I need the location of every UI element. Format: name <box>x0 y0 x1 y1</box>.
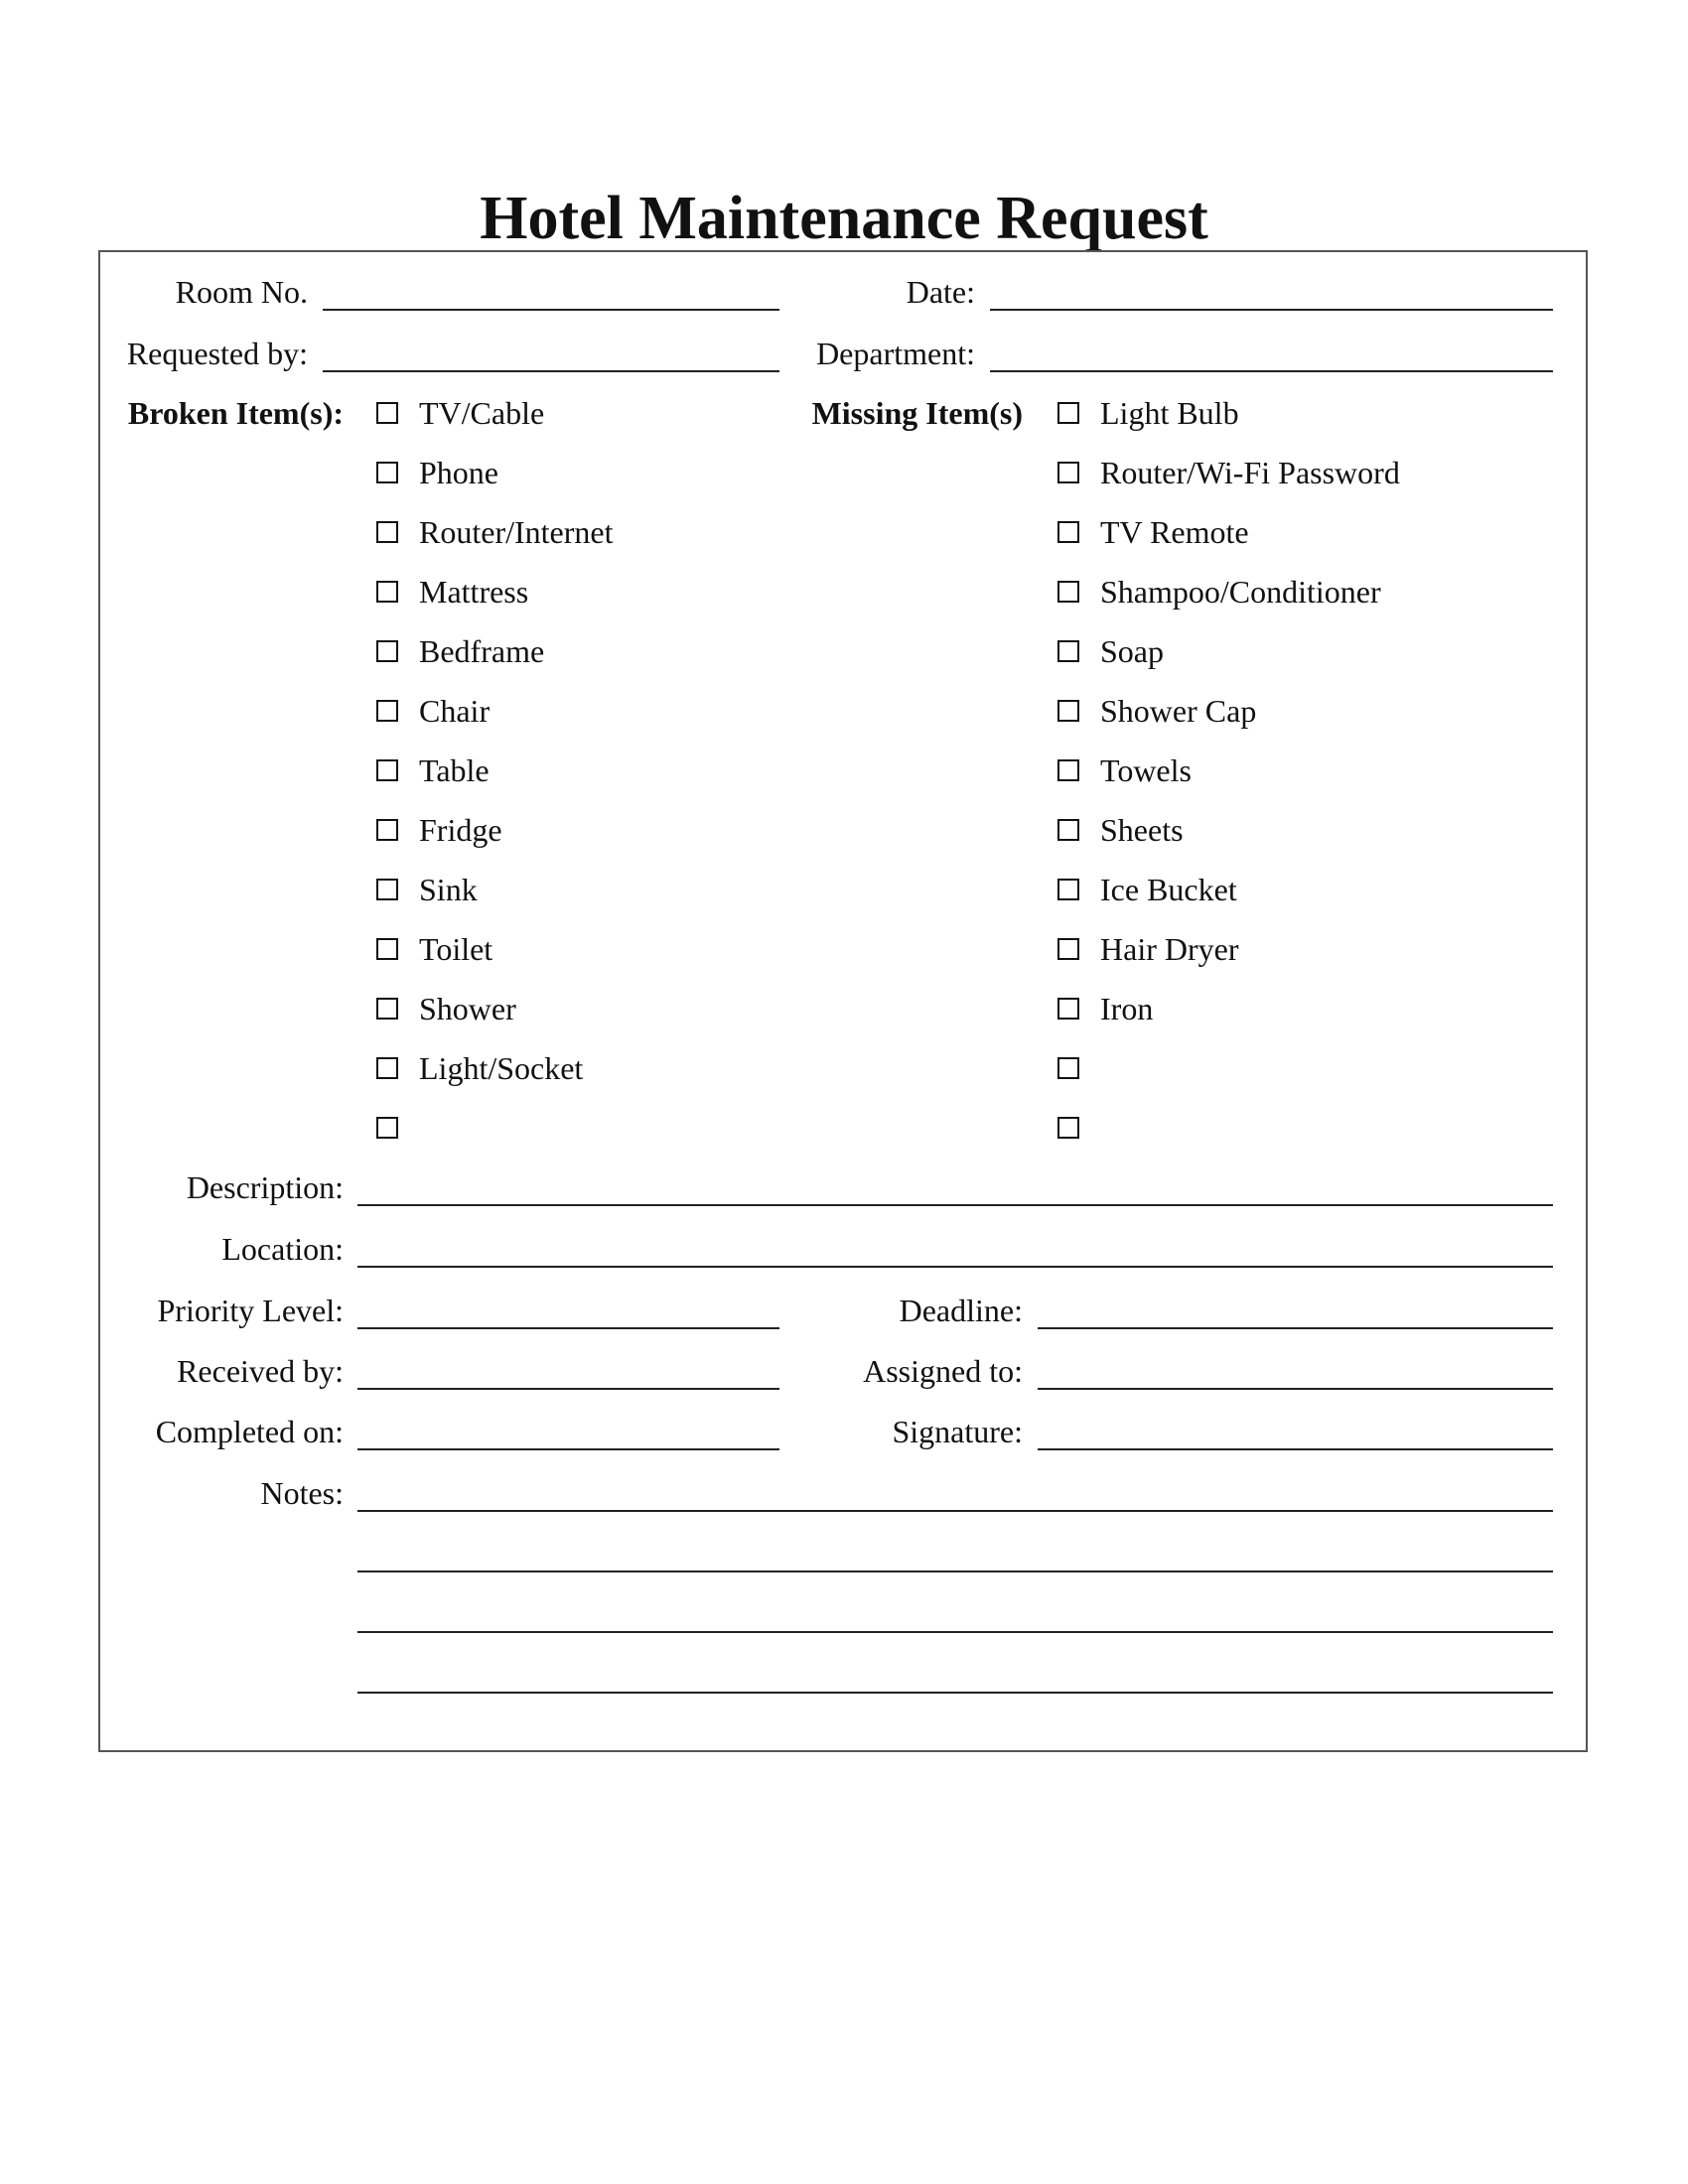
missing-item-checkbox[interactable] <box>1057 879 1079 900</box>
broken-item-checkbox[interactable] <box>376 819 398 841</box>
priority-level-field[interactable] <box>357 1327 779 1329</box>
description-field[interactable] <box>357 1204 1553 1206</box>
broken-items-label: Broken Item(s): <box>127 395 344 431</box>
room-no-label: Room No. <box>175 274 308 310</box>
broken-item-label: Table <box>419 752 490 788</box>
broken-item-label: TV/Cable <box>419 395 545 431</box>
broken-item-label: Toilet <box>419 931 493 967</box>
department-field[interactable] <box>990 370 1553 372</box>
completed-on-field[interactable] <box>357 1448 779 1450</box>
broken-item-label: Sink <box>419 872 478 907</box>
missing-item-label: Router/Wi-Fi Password <box>1100 455 1400 490</box>
missing-item-label: Shampoo/Conditioner <box>1100 574 1381 610</box>
received-by-label: Received by: <box>177 1353 344 1389</box>
missing-item-label: Towels <box>1100 752 1192 788</box>
deadline-field[interactable] <box>1038 1327 1553 1329</box>
completed-on-label: Completed on: <box>155 1414 344 1449</box>
location-label: Location: <box>221 1231 344 1267</box>
notes-line[interactable] <box>357 1510 1553 1512</box>
missing-items-label: Missing Item(s) <box>811 395 1023 431</box>
missing-item-checkbox[interactable] <box>1057 1057 1079 1079</box>
broken-item-checkbox[interactable] <box>376 1117 398 1139</box>
missing-item-label: Hair Dryer <box>1100 931 1239 967</box>
received-by-field[interactable] <box>357 1388 779 1390</box>
missing-item-label: Light Bulb <box>1100 395 1239 431</box>
broken-item-checkbox[interactable] <box>376 462 398 483</box>
department-label: Department: <box>816 336 975 371</box>
priority-level-label: Priority Level: <box>157 1293 344 1328</box>
broken-item-checkbox[interactable] <box>376 998 398 1020</box>
notes-line[interactable] <box>357 1570 1553 1572</box>
requested-by-label: Requested by: <box>126 336 308 371</box>
missing-item-label: Iron <box>1100 991 1154 1026</box>
broken-item-label: Phone <box>419 455 498 490</box>
broken-item-label: Bedframe <box>419 633 545 669</box>
broken-item-checkbox[interactable] <box>376 521 398 543</box>
missing-item-checkbox[interactable] <box>1057 998 1079 1020</box>
missing-item-label: Sheets <box>1100 812 1184 848</box>
broken-item-checkbox[interactable] <box>376 1057 398 1079</box>
date-label: Date: <box>906 274 975 310</box>
broken-item-label: Chair <box>419 693 491 729</box>
missing-item-checkbox[interactable] <box>1057 640 1079 662</box>
missing-item-checkbox[interactable] <box>1057 581 1079 603</box>
deadline-label: Deadline: <box>899 1293 1023 1328</box>
broken-item-checkbox[interactable] <box>376 938 398 960</box>
notes-line[interactable] <box>357 1631 1553 1633</box>
missing-item-label: Ice Bucket <box>1100 872 1237 907</box>
signature-label: Signature: <box>892 1414 1023 1449</box>
broken-item-checkbox[interactable] <box>376 640 398 662</box>
missing-item-checkbox[interactable] <box>1057 938 1079 960</box>
requested-by-field[interactable] <box>323 370 779 372</box>
broken-item-label: Router/Internet <box>419 514 614 550</box>
missing-item-label: Soap <box>1100 633 1164 669</box>
broken-item-checkbox[interactable] <box>376 581 398 603</box>
broken-item-label: Fridge <box>419 812 502 848</box>
description-label: Description: <box>186 1169 344 1205</box>
notes-line[interactable] <box>357 1692 1553 1694</box>
missing-item-checkbox[interactable] <box>1057 521 1079 543</box>
assigned-to-field[interactable] <box>1038 1388 1553 1390</box>
page-title: Hotel Maintenance Request <box>480 185 1208 252</box>
missing-item-checkbox[interactable] <box>1057 462 1079 483</box>
missing-item-label: Shower Cap <box>1100 693 1257 729</box>
broken-item-label: Shower <box>419 991 516 1026</box>
signature-field[interactable] <box>1038 1448 1553 1450</box>
broken-item-checkbox[interactable] <box>376 879 398 900</box>
missing-item-checkbox[interactable] <box>1057 1117 1079 1139</box>
broken-item-label: Mattress <box>419 574 529 610</box>
room-no-field[interactable] <box>323 309 779 311</box>
broken-item-checkbox[interactable] <box>376 700 398 722</box>
broken-item-checkbox[interactable] <box>376 402 398 424</box>
missing-item-checkbox[interactable] <box>1057 402 1079 424</box>
missing-item-checkbox[interactable] <box>1057 819 1079 841</box>
broken-item-label: Light/Socket <box>419 1050 584 1086</box>
location-field[interactable] <box>357 1266 1553 1268</box>
missing-item-checkbox[interactable] <box>1057 700 1079 722</box>
notes-label: Notes: <box>260 1475 344 1511</box>
broken-item-checkbox[interactable] <box>376 759 398 781</box>
assigned-to-label: Assigned to: <box>863 1353 1023 1389</box>
missing-item-checkbox[interactable] <box>1057 759 1079 781</box>
date-field[interactable] <box>990 309 1553 311</box>
missing-item-label: TV Remote <box>1100 514 1249 550</box>
